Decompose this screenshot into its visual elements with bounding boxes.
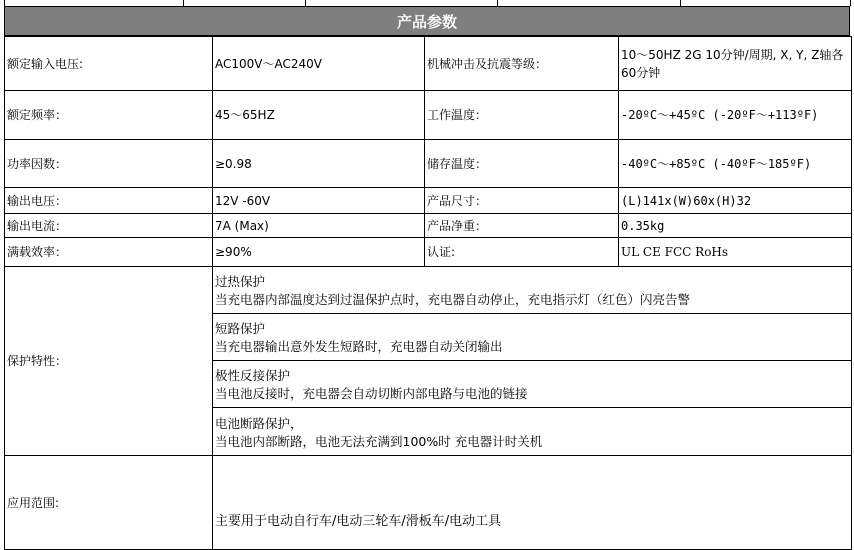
- param-value-full-load-efficiency: ≥90%: [213, 238, 425, 267]
- param-label-mechanical-shock: 机械冲击及抗震等级：: [425, 37, 619, 91]
- protection-item-title: 极性反接保护: [215, 368, 291, 383]
- param-value-certification: UL CE FCC RoHs: [619, 238, 852, 267]
- param-value-storage-temperature: -40ºC～+85ºC (-40ºF～185ºF): [619, 140, 852, 188]
- param-label-protection: 保护特性：: [5, 267, 213, 456]
- param-value-rated-input-voltage: AC100V～AC240V: [213, 37, 425, 91]
- protection-item: [213, 267, 852, 314]
- protection-item-title: 短路保护: [215, 321, 266, 336]
- param-label-power-factor: 功率因数：: [5, 140, 213, 188]
- parameters-table: [4, 36, 852, 550]
- protection-item: [213, 361, 852, 408]
- param-value-product-size: (L)141x(W)60x(H)32: [619, 188, 852, 214]
- param-label-output-voltage: 输出电压：: [5, 188, 213, 214]
- param-value-net-weight: 0.35kg: [619, 214, 852, 238]
- table-row: [5, 140, 852, 188]
- protection-item-title: 过热保护: [215, 274, 266, 289]
- protection-item: [213, 314, 852, 361]
- param-label-output-current: 输出电流：: [5, 214, 213, 238]
- table-row: [5, 456, 852, 550]
- table-row: [5, 188, 852, 214]
- column-divider: [850, 0, 851, 6]
- protection-item-desc: 当充电器内部温度达到过温保护点时，充电器自动停止，充电指示灯（红色）闪亮告警: [215, 292, 691, 307]
- table-header-title: 产品参数: [4, 6, 850, 36]
- param-value-operating-temperature: -20ºC～+45ºC (-20ºF～+113ºF): [619, 91, 852, 140]
- application-text: 主要用于电动自行车/电动三轮车/滑板车/电动工具: [215, 513, 502, 529]
- param-value-output-current: 7A (Max): [213, 214, 425, 238]
- param-label-rated-frequency: 额定频率：: [5, 91, 213, 140]
- table-row: [5, 214, 852, 238]
- protection-item-desc: 当充电器输出意外发生短路时，充电器自动关闭输出: [215, 339, 503, 354]
- param-label-full-load-efficiency: 满载效率：: [5, 238, 213, 267]
- param-label-rated-input-voltage: 额定输入电压:: [5, 37, 213, 91]
- param-label-net-weight: 产品净重：: [425, 214, 619, 238]
- param-value-power-factor: ≥0.98: [213, 140, 425, 188]
- param-label-storage-temperature: 储存温度：: [425, 140, 619, 188]
- param-label-operating-temperature: 工作温度：: [425, 91, 619, 140]
- param-label-application: 应用范围:: [5, 456, 213, 550]
- protection-item: [213, 408, 852, 456]
- table-row: [5, 91, 852, 140]
- table-row: [5, 267, 852, 314]
- param-label-product-size: 产品尺寸：: [425, 188, 619, 214]
- param-value-application: [213, 456, 852, 550]
- param-label-certification: 认证:: [425, 238, 619, 267]
- table-row: [5, 238, 852, 267]
- param-value-rated-frequency: 45～65HZ: [213, 91, 425, 140]
- param-value-output-voltage: 12V -60V: [213, 188, 425, 214]
- protection-item-desc: 当电池反接时，充电器会自动切断内部电路与电池的链接: [215, 386, 528, 401]
- param-value-mechanical-shock: 10～50HZ 2G 10分钟/周期, X, Y, Z轴各60分钟: [619, 37, 852, 91]
- table-row: [5, 37, 852, 91]
- protection-item-title: 电池断路保护，: [215, 415, 303, 431]
- protection-item-desc: 当电池内部断路，电池无法充满到100%时 充电器计时关机: [215, 433, 543, 449]
